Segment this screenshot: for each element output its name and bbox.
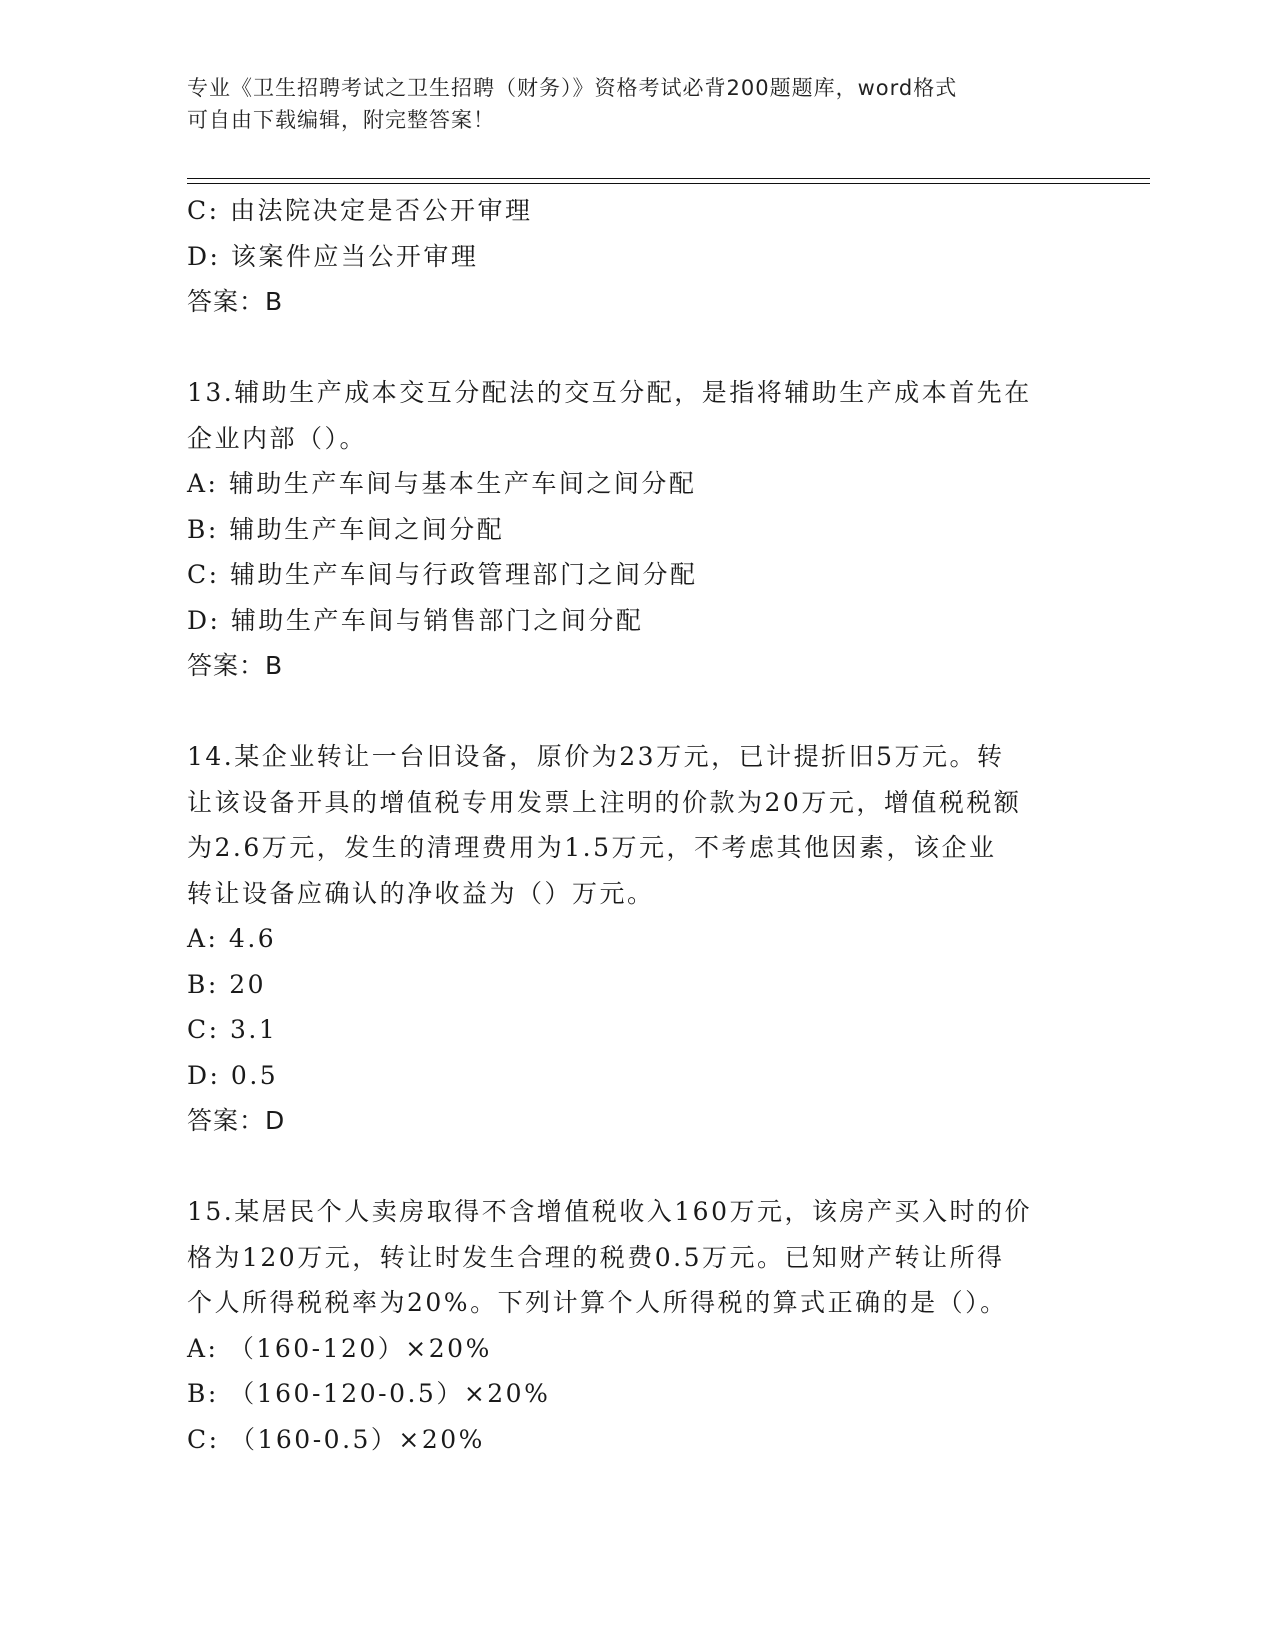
question-13-option-a: A: 辅助生产车间与基本生产车间之间分配	[187, 469, 697, 498]
question-14-answer: 答案：D	[187, 1106, 286, 1135]
question-list	[187, 188, 1087, 1462]
question-13-stem-line-2: 企业内部（）。	[187, 423, 368, 453]
question-13	[187, 370, 1087, 689]
question-12-option-d: D: 该案件应当公开审理	[187, 241, 479, 271]
question-15-option-a: A: （160-120）×20%	[187, 1333, 492, 1363]
question-14-stem-line-2: 让该设备开具的增值税专用发票上注明的价款为20万元，增值税税额	[187, 787, 1022, 817]
question-spacer	[187, 689, 1087, 735]
header-title-line-1: 专业《卫生招聘考试之卫生招聘（财务）》资格考试必背200题题库，word格式	[187, 76, 958, 100]
question-12-answer: 答案：B	[187, 287, 284, 316]
document-header	[187, 72, 1067, 136]
question-15-option-b: B: （160-120-0.5）×20%	[187, 1379, 551, 1408]
question-14-option-a: A: 4.6	[187, 924, 277, 953]
question-spacer	[187, 1144, 1087, 1190]
question-13-answer: 答案：B	[187, 651, 284, 680]
question-14-stem-line-3: 为2.6万元，发生的清理费用为1.5万元，不考虑其他因素，该企业	[187, 833, 997, 862]
header-title-line-2: 可自由下载编辑，附完整答案！	[187, 108, 495, 132]
question-13-option-d: D: 辅助生产车间与销售部门之间分配	[187, 605, 644, 635]
header-divider-top	[187, 178, 1150, 179]
question-15-option-c: C: （160-0.5）×20%	[187, 1424, 485, 1454]
question-15-stem-line-3: 个人所得税税率为20%。下列计算个人所得税的算式正确的是（）。	[187, 1288, 1008, 1317]
question-14-stem-line-4: 转让设备应确认的净收益为（）万元。	[187, 878, 655, 908]
question-spacer	[187, 325, 1087, 371]
question-15-stem-line-1: 15.某居民个人卖房取得不含增值税收入160万元，该房产买入时的价	[187, 1197, 1032, 1226]
header-divider-bottom	[187, 183, 1150, 184]
question-13-stem-line-1: 13.辅助生产成本交互分配法的交互分配，是指将辅助生产成本首先在	[187, 378, 1032, 407]
question-14-option-b: B: 20	[187, 969, 267, 999]
question-13-option-c: C: 辅助生产车间与行政管理部门之间分配	[187, 560, 698, 589]
question-12-option-c: C: 由法院决定是否公开审理	[187, 196, 533, 225]
question-14-option-d: D: 0.5	[187, 1060, 279, 1090]
question-15	[187, 1189, 1087, 1462]
question-14-option-c: C: 3.1	[187, 1015, 278, 1044]
question-14-stem-line-1: 14.某企业转让一台旧设备，原价为23万元，已计提折旧5万元。转	[187, 742, 1005, 771]
question-13-option-b: B: 辅助生产车间之间分配	[187, 514, 505, 544]
question-15-stem-line-2: 格为120万元，转让时发生合理的税费0.5万元。已知财产转让所得	[187, 1242, 1005, 1272]
question-12	[187, 188, 1087, 325]
question-14	[187, 734, 1087, 1144]
